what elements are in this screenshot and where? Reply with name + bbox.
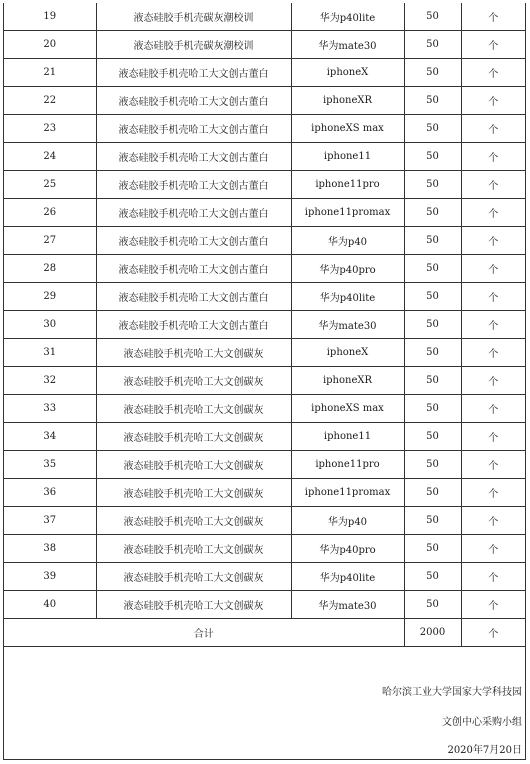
purchasing-group: 文创中心采购小组 [442,717,522,728]
table-row [4,367,525,395]
quantity-cell: 50 [404,87,461,115]
table-row [4,87,525,115]
row-number-cell: 22 [4,87,96,115]
table-row [4,311,525,339]
quantity-cell: 50 [404,115,461,143]
unit-cell: 个 [461,535,525,563]
quantity-cell: 50 [404,563,461,591]
unit-cell: 个 [461,199,525,227]
quantity-cell: 50 [404,591,461,619]
row-number-cell: 31 [4,339,96,367]
product-name-cell: 液态硅胶手机壳哈工大文创古董白 [96,283,291,311]
item-table [4,3,525,647]
table-row [4,115,525,143]
row-number-cell: 19 [4,3,96,31]
row-number-cell: 40 [4,591,96,619]
phone-model-cell: 华为mate30 [291,31,404,59]
quantity-cell: 50 [404,367,461,395]
table-row [4,143,525,171]
table-row [4,591,525,619]
phone-model-cell: iphoneXS max [291,115,404,143]
row-number-cell: 39 [4,563,96,591]
table-row [4,227,525,255]
phone-model-cell: iphoneXS max [291,395,404,423]
product-name-cell: 液态硅胶手机壳哈工大文创古董白 [96,115,291,143]
purchase-document [3,3,526,760]
quantity-cell: 50 [404,423,461,451]
table-row [4,255,525,283]
quantity-cell: 50 [404,395,461,423]
row-number-cell: 33 [4,395,96,423]
row-number-cell: 25 [4,171,96,199]
quantity-cell: 50 [404,283,461,311]
product-name-cell: 液态硅胶手机壳哈工大文创碳灰 [96,591,291,619]
table-row [4,283,525,311]
quantity-cell: 50 [404,311,461,339]
phone-model-cell: 华为p40pro [291,535,404,563]
table-row [4,563,525,591]
unit-cell: 个 [461,479,525,507]
table-row [4,59,525,87]
product-name-cell: 液态硅胶手机壳碳灰潮校训 [96,3,291,31]
phone-model-cell: iphone11 [291,423,404,451]
quantity-cell: 50 [404,339,461,367]
unit-cell: 个 [461,591,525,619]
row-number-cell: 37 [4,507,96,535]
unit-cell: 个 [461,171,525,199]
phone-model-cell: 华为mate30 [291,591,404,619]
product-name-cell: 液态硅胶手机壳哈工大文创古董白 [96,171,291,199]
quantity-cell: 50 [404,199,461,227]
phone-model-cell: iphoneX [291,339,404,367]
phone-model-cell: 华为p40pro [291,255,404,283]
row-number-cell: 21 [4,59,96,87]
total-label: 合计 [4,619,404,647]
phone-model-cell: iphone11 [291,143,404,171]
unit-cell: 个 [461,423,525,451]
product-name-cell: 液态硅胶手机壳碳灰潮校训 [96,31,291,59]
unit-cell: 个 [461,87,525,115]
quantity-cell: 50 [404,31,461,59]
table-row [4,423,525,451]
unit-cell: 个 [461,227,525,255]
unit-cell: 个 [461,451,525,479]
unit-cell: 个 [461,31,525,59]
quantity-cell: 50 [404,535,461,563]
row-number-cell: 35 [4,451,96,479]
phone-model-cell: iphone11pro [291,171,404,199]
table-row [4,479,525,507]
product-name-cell: 液态硅胶手机壳哈工大文创古董白 [96,311,291,339]
table-row [4,3,525,31]
quantity-cell: 50 [404,227,461,255]
product-name-cell: 液态硅胶手机壳哈工大文创古董白 [96,199,291,227]
phone-model-cell: 华为p40 [291,227,404,255]
quantity-cell: 50 [404,451,461,479]
table-row [4,395,525,423]
document-date: 2020年7月20日 [447,745,522,756]
product-name-cell: 液态硅胶手机壳哈工大文创古董白 [96,87,291,115]
phone-model-cell: iphone11promax [291,479,404,507]
product-name-cell: 液态硅胶手机壳哈工大文创古董白 [96,143,291,171]
table-row [4,171,525,199]
table-row [4,507,525,535]
row-number-cell: 20 [4,31,96,59]
unit-cell: 个 [461,367,525,395]
phone-model-cell: 华为p40lite [291,563,404,591]
phone-model-cell: iphone11promax [291,199,404,227]
row-number-cell: 23 [4,115,96,143]
product-name-cell: 液态硅胶手机壳哈工大文创碳灰 [96,367,291,395]
phone-model-cell: iphone11pro [291,451,404,479]
table-row [4,31,525,59]
unit-cell: 个 [461,3,525,31]
product-name-cell: 液态硅胶手机壳哈工大文创古董白 [96,227,291,255]
phone-model-cell: iphoneX [291,59,404,87]
quantity-cell: 50 [404,59,461,87]
quantity-cell: 50 [404,171,461,199]
row-number-cell: 32 [4,367,96,395]
unit-cell: 个 [461,143,525,171]
signature-footer [4,647,525,760]
unit-cell: 个 [461,563,525,591]
quantity-cell: 50 [404,143,461,171]
unit-cell: 个 [461,115,525,143]
unit-cell: 个 [461,59,525,87]
unit-cell: 个 [461,283,525,311]
row-number-cell: 34 [4,423,96,451]
product-name-cell: 液态硅胶手机壳哈工大文创碳灰 [96,339,291,367]
total-unit: 个 [461,619,525,647]
organization-name: 哈尔滨工业大学国家大学科技园 [382,687,522,698]
phone-model-cell: 华为p40lite [291,3,404,31]
table-row [4,451,525,479]
row-number-cell: 30 [4,311,96,339]
phone-model-cell: iphoneXR [291,87,404,115]
phone-model-cell: iphoneXR [291,367,404,395]
product-name-cell: 液态硅胶手机壳哈工大文创碳灰 [96,563,291,591]
total-quantity: 2000 [404,619,461,647]
row-number-cell: 24 [4,143,96,171]
unit-cell: 个 [461,311,525,339]
quantity-cell: 50 [404,255,461,283]
quantity-cell: 50 [404,507,461,535]
product-name-cell: 液态硅胶手机壳哈工大文创碳灰 [96,395,291,423]
row-number-cell: 26 [4,199,96,227]
table-row [4,339,525,367]
item-table-body [4,3,525,619]
row-number-cell: 38 [4,535,96,563]
unit-cell: 个 [461,395,525,423]
product-name-cell: 液态硅胶手机壳哈工大文创碳灰 [96,479,291,507]
product-name-cell: 液态硅胶手机壳哈工大文创碳灰 [96,451,291,479]
phone-model-cell: 华为p40lite [291,283,404,311]
unit-cell: 个 [461,507,525,535]
phone-model-cell: 华为mate30 [291,311,404,339]
quantity-cell: 50 [404,3,461,31]
total-row [4,619,525,647]
product-name-cell: 液态硅胶手机壳哈工大文创碳灰 [96,507,291,535]
row-number-cell: 28 [4,255,96,283]
unit-cell: 个 [461,339,525,367]
row-number-cell: 29 [4,283,96,311]
quantity-cell: 50 [404,479,461,507]
product-name-cell: 液态硅胶手机壳哈工大文创碳灰 [96,423,291,451]
phone-model-cell: 华为p40 [291,507,404,535]
row-number-cell: 36 [4,479,96,507]
table-row [4,199,525,227]
unit-cell: 个 [461,255,525,283]
row-number-cell: 27 [4,227,96,255]
table-row [4,535,525,563]
product-name-cell: 液态硅胶手机壳哈工大文创古董白 [96,255,291,283]
product-name-cell: 液态硅胶手机壳哈工大文创古董白 [96,59,291,87]
product-name-cell: 液态硅胶手机壳哈工大文创碳灰 [96,535,291,563]
